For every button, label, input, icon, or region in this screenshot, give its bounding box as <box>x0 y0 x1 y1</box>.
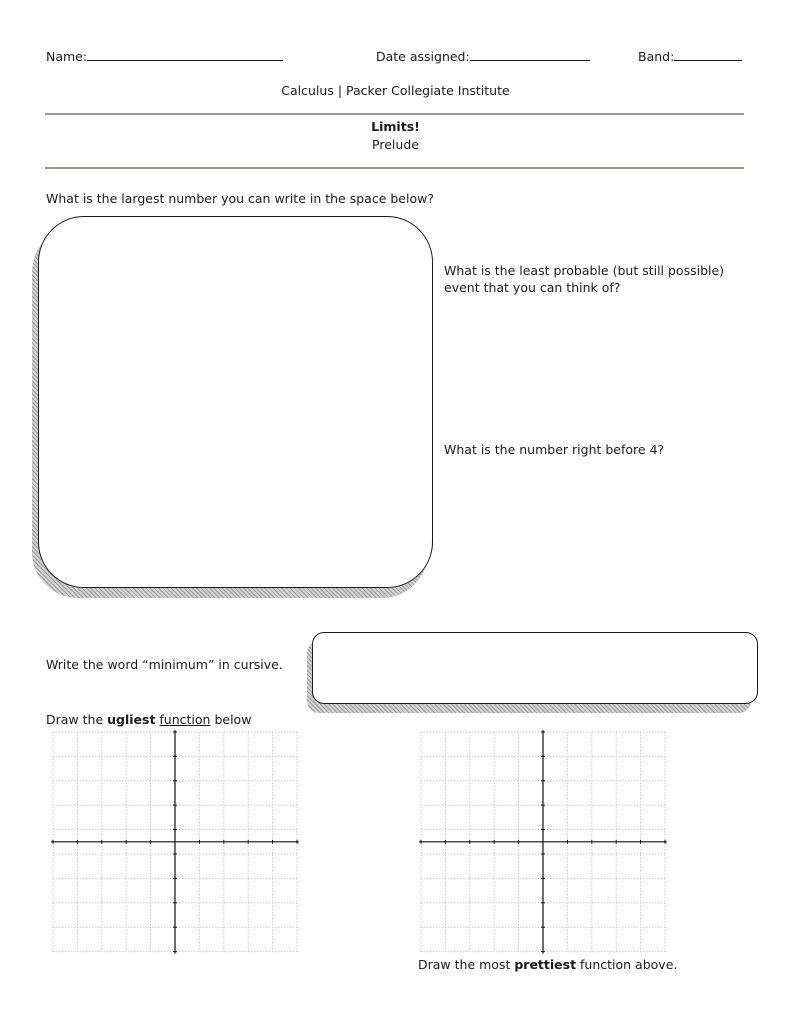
cursive-answer-box[interactable] <box>312 632 758 704</box>
question-before-four: What is the number right before 4? <box>444 442 665 457</box>
date-assigned-blank[interactable] <box>470 46 590 61</box>
ugliest-text-pre: Draw the <box>46 712 108 727</box>
ugliest-text-post: below <box>210 712 252 727</box>
question-prettiest <box>418 957 677 972</box>
band-label: Band: <box>638 49 675 64</box>
ugliest-axes <box>51 730 299 954</box>
worksheet-subtitle: Prelude <box>372 137 419 152</box>
worksheet-title: Limits! <box>371 119 420 134</box>
ugliest-text-bold: ugliest <box>107 712 156 727</box>
prettiest-text-bold: prettiest <box>514 957 577 972</box>
band-blank[interactable] <box>674 46 742 61</box>
prettiest-axes <box>419 730 667 954</box>
date-assigned-label: Date assigned: <box>376 49 470 64</box>
date-assigned-field[interactable] <box>376 46 590 64</box>
prettiest-text-post: function above. <box>576 957 678 972</box>
name-label: Name: <box>46 49 88 64</box>
question-least-probable: What is the least probable (but still possible) event that you can think of? <box>444 263 725 295</box>
ugliest-graph[interactable] <box>50 728 300 956</box>
band-field[interactable] <box>638 46 742 64</box>
name-field[interactable] <box>46 46 283 64</box>
ugliest-text-underline: function <box>159 712 211 727</box>
question-cursive: Write the word “minimum” in cursive. <box>46 657 283 672</box>
question-largest-number: What is the largest number you can write in the space below? <box>46 191 434 206</box>
course-title: Calculus | Packer Collegiate Institute <box>281 83 510 98</box>
question-ugliest <box>46 712 251 727</box>
name-blank[interactable] <box>87 46 283 61</box>
bottom-divider <box>45 167 744 169</box>
top-divider <box>45 113 744 115</box>
prettiest-text-pre: Draw the most <box>418 957 515 972</box>
prettiest-graph[interactable] <box>418 728 668 956</box>
answer-box-large[interactable] <box>38 216 433 588</box>
